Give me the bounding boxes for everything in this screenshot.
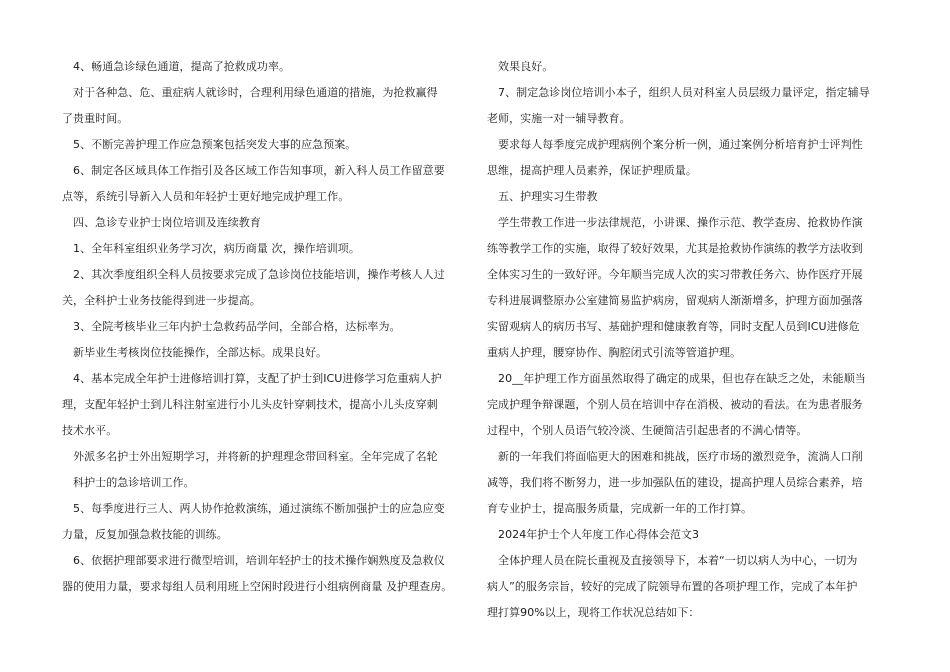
line-gap	[62, 99, 470, 112]
text-line: 6、依据护理部要求进行微型培训，培训年轻护士的技术操作娴熟度及急救仪	[62, 554, 445, 567]
text-line: 5、不断完善护理工作应急预案包括突发大事的应急预案。	[62, 138, 357, 151]
line-gap	[62, 541, 470, 554]
line-gap	[487, 73, 885, 86]
text-line: 20__年护理工作方面虽然取得了确定的成果，但也存在缺乏之处，未能顺当	[487, 372, 866, 385]
text-line: 完成护理争辩课题，个别人员在培训中存在消极、被动的看法。在为患者服务	[487, 398, 863, 411]
text-line: 减等，我们将不断努力，进一步加强队伍的建设，提高护理人员综合素养，培	[487, 476, 863, 489]
text-line: 2、其次季度组织全科人员按要求完成了急诊岗位技能培训，操作考核人人过	[62, 268, 445, 281]
text-line: 过程中，个别人员语气较冷淡、生硬简洁引起患者的不满心情等。	[487, 424, 808, 437]
text-line: 关，全科护士业务技能得到进一步提高。	[62, 294, 261, 307]
line-gap	[487, 463, 885, 476]
line-gap	[62, 385, 470, 398]
text-line: 对于各种急、危、重症病人就诊时，合理利用绿色通道的措施，为抢救赢得	[62, 86, 438, 99]
line-gap	[62, 307, 470, 320]
line-gap	[487, 437, 885, 450]
text-line: 老师，实施一对一辅导教育。	[487, 112, 631, 125]
line-gap	[487, 255, 885, 268]
line-gap	[62, 489, 470, 502]
line-gap	[487, 151, 885, 164]
text-line: 了贵重时间。	[62, 112, 129, 125]
line-gap	[487, 177, 885, 190]
line-gap	[487, 125, 885, 138]
line-gap	[62, 463, 470, 476]
text-line: 1、全年科室组织业务学习次，病历商量 次，操作培训项。	[62, 242, 360, 255]
text-line: 4、基本完成全年护士进修培训打算，支配了护士到ICU进修学习危重病人护	[62, 372, 442, 385]
line-gap	[62, 255, 470, 268]
right-text-column	[487, 60, 885, 619]
line-gap	[487, 411, 885, 424]
text-line: 6、制定各区域具体工作指引及各区域工作告知事项，新入科人员工作留意要	[62, 164, 445, 177]
line-gap	[487, 99, 885, 112]
text-line: 专科进展调整原办公室建简易监护病房，留观病人渐渐增多，护理方面加强落	[487, 294, 863, 307]
text-line: 育专业护士，提高服务质量，完成新一年的工作打算。	[487, 502, 753, 515]
text-line: 外派多名护士外出短期学习，并将新的护理理念带回科室。全年完成了名轮	[62, 450, 438, 463]
line-gap	[487, 593, 885, 606]
text-line: 重病人护理，腰穿协作、胸腔闭式引流等管道护理。	[487, 346, 742, 359]
text-line: 器的使用力量，要求每组人员利用班上空闲时段进行小组病例商量 及护理查房。	[62, 580, 453, 593]
line-gap	[62, 229, 470, 242]
line-gap	[487, 515, 885, 528]
text-line: 四、急诊专业护士岗位培训及连续教育	[62, 216, 261, 229]
text-line: 科护士的急诊培训工作。	[62, 476, 195, 489]
text-line: 技术水平。	[62, 424, 118, 437]
text-line: 全体实习生的一致好评。今年顺当完成人次的实习带教任务六、协作医疗开展	[487, 268, 863, 281]
text-line: 7、制定急诊岗位培训小本子，组织人员对科室人员层级力量评定，指定辅导	[487, 86, 870, 99]
line-gap	[62, 437, 470, 450]
text-line: 理，支配年轻护士到儿科注射室进行小儿头皮针穿刺技术，提高小儿头皮穿刺	[62, 398, 438, 411]
text-line: 4、畅通急诊绿色通道，提高了抢救成功率。	[62, 60, 291, 73]
text-line: 新毕业生考核岗位技能操作，全部达标。成果良好。	[62, 346, 328, 359]
text-line: 5、每季度进行三人、两人协作抢救演练，通过演练不断加强护士的应急应变	[62, 502, 445, 515]
line-gap	[487, 385, 885, 398]
line-gap	[62, 177, 470, 190]
line-gap	[62, 203, 470, 216]
line-gap	[487, 359, 885, 372]
text-line: 点等，系统引导新入人员和年轻护士更好地完成护理工作。	[62, 190, 350, 203]
line-gap	[487, 567, 885, 580]
line-gap	[487, 333, 885, 346]
text-line: 新的一年我们将面临更大的困难和挑战，医疗市场的激烈竞争，流淌人口削	[487, 450, 863, 463]
line-gap	[487, 203, 885, 216]
text-line: 理打算90%以上，现将工作状况总结如下：	[487, 606, 700, 619]
line-gap	[487, 281, 885, 294]
line-gap	[62, 515, 470, 528]
line-gap	[62, 359, 470, 372]
text-line: 力量，反复加强急救技能的训练。	[62, 528, 228, 541]
text-line: 全体护理人员在院长重视及直接领导下，本着“一切以病人为中心，一切为	[487, 554, 858, 567]
text-line: 思维，提高护理人员素养，保证护理质量。	[487, 164, 697, 177]
line-gap	[62, 333, 470, 346]
line-gap	[487, 541, 885, 554]
text-line: 学生带教工作进一步法律规范，小讲课、操作示范、教学查房、抢救协作演	[487, 216, 863, 229]
text-line: 要求每人每季度完成护理病例个案分析一例，通过案例分析培育护士评判性	[487, 138, 863, 151]
line-gap	[62, 125, 470, 138]
text-line: 实留观病人的病历书写、基础护理和健康教育等，同时支配人员到ICU进修危	[487, 320, 860, 333]
text-line: 2024年护士个人年度工作心得体会范文3	[487, 528, 700, 541]
text-line: 病人”的服务宗旨，较好的完成了院领导布置的各项护理工作，完成了本年护	[487, 580, 858, 593]
line-gap	[62, 151, 470, 164]
line-gap	[487, 489, 885, 502]
text-line: 练等教学工作的实施，取得了较好效果，尤其是抢救协作演练的教学方法收到	[487, 242, 863, 255]
line-gap	[62, 567, 470, 580]
line-gap	[62, 281, 470, 294]
line-gap	[62, 73, 470, 86]
line-gap	[487, 229, 885, 242]
text-line: 3、全院考核毕业三年内护士急救药品学问，全部合格，达标率为。	[62, 320, 401, 333]
text-line: 五、护理实习生带教	[487, 190, 598, 203]
line-gap	[487, 307, 885, 320]
line-gap	[62, 411, 470, 424]
left-text-column	[62, 60, 470, 593]
text-line: 效果良好。	[487, 60, 554, 73]
